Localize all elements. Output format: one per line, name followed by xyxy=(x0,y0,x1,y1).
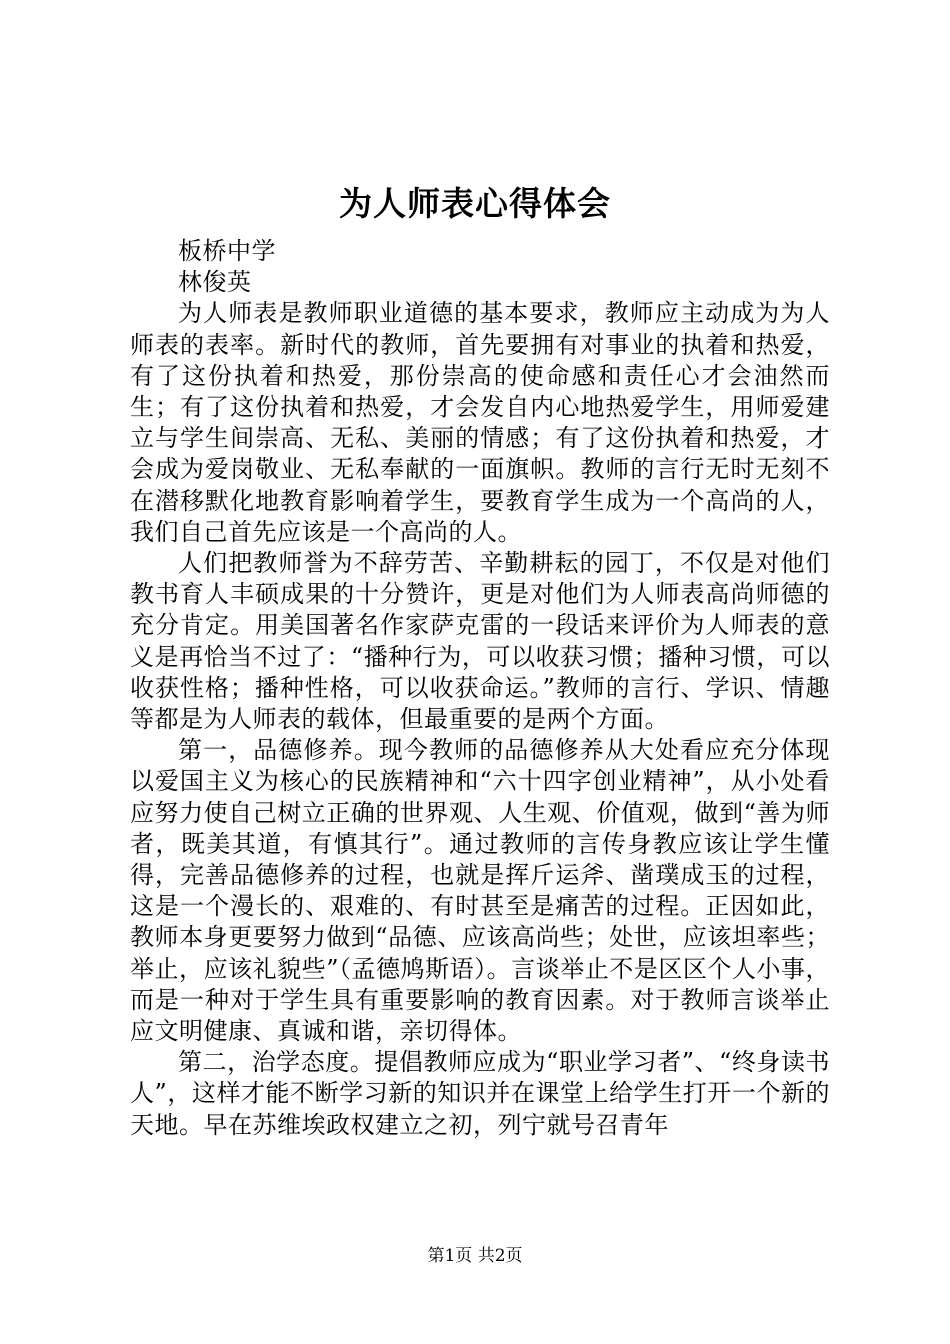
paragraph: 人们把教师誉为不辞劳苦、辛勤耕耘的园丁，不仅是对他们教书育人丰硕成果的十分赞许，更是对他们为人师表高尚师德的充分肯定。用美国著名作家萨克雷的一段话来评价为人师表的意义是再恰当不过了：“播种行为，可以收获习惯；播种习惯，可以收获性格；播种性格，可以收获命运。”教师的言行、学识、情趣等都是为人师表的载体，但最重要的是两个方面。 xyxy=(130,549,830,734)
document-title: 为人师表心得体会 xyxy=(339,184,611,223)
school-name: 板桥中学 xyxy=(178,237,276,265)
paragraph: 第一，品德修养。现今教师的品德修养从大处看应充分体现以爱国主义为核心的民族精神和“六十四字创业精神”，从小处看应努力使自己树立正确的世界观、人生观、价值观，做到“善为师者，既美其道，有慎其行”。通过教师的言传身教应该让学生懂得，完善品德修养的过程，也就是挥斤运斧、凿璞成玉的过程，这是一个漫长的、艰难的、有时甚至是痛苦的过程。正因如此，教师本身更要努力做到“品德、应该高尚些；处世，应该坦率些；举止，应该礼貌些”（孟德鸠斯语）。言谈举止不是区区个人小事，而是一种对于学生具有重要影响的教育因素。对于教师言谈举止应文明健康、真诚和谐，亲切得体。 xyxy=(130,736,830,1046)
page-footer: 第1页 共2页 xyxy=(427,1246,523,1266)
author-name: 林俊英 xyxy=(178,268,252,297)
document-body xyxy=(130,236,830,1141)
paragraph: 为人师表是教师职业道德的基本要求，教师应主动成为为人师表的表率。新时代的教师，首先要拥有对事业的执着和热爱，有了这份执着和热爱，那份崇高的使命感和责任心才会油然而生；有了这份执着和热爱，才会发自内心地热爱学生，用师爱建立与学生间崇高、无私、美丽的情感；有了这份执着和热爱，才会成为爱岗敬业、无私奉献的一面旗帜。教师的言行无时无刻不在潜移默化地教育影响着学生，要教育学生成为一个高尚的人，我们自己首先应该是一个高尚的人。 xyxy=(130,299,830,546)
paragraph: 第二，治学态度。提倡教师应成为“职业学习者”、“终身读书人”，这样才能不断学习新的知识并在课堂上给学生打开一个新的天地。早在苏维埃政权建立之初，列宁就号召青年 xyxy=(130,1048,830,1139)
